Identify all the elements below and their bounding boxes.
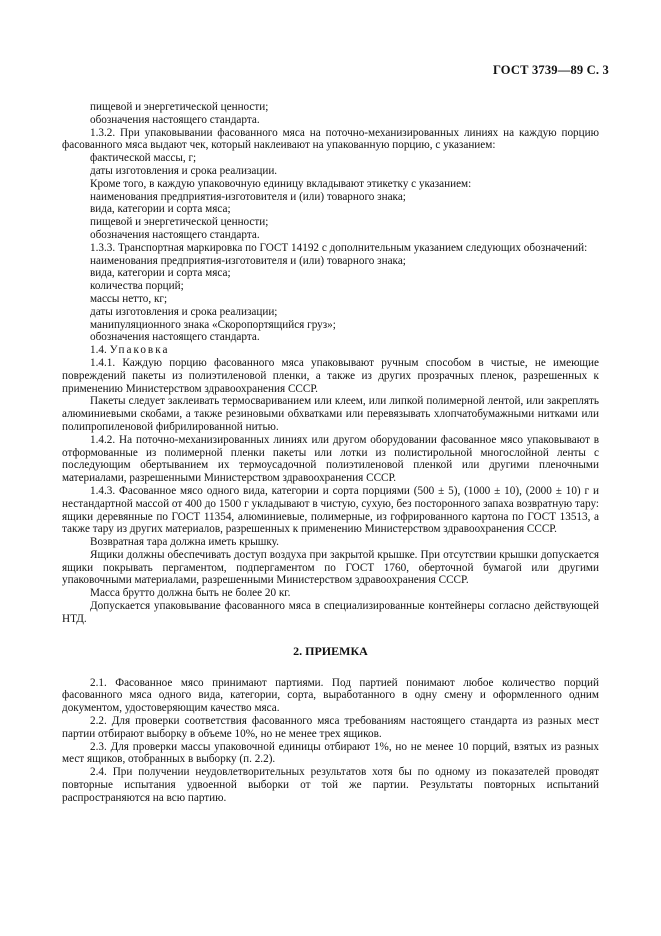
- list-item: даты изготовления и срока реализации;: [90, 305, 278, 318]
- document-body: [62, 101, 599, 805]
- paragraph: Масса брутто должна быть не более 20 кг.: [90, 587, 291, 600]
- list-item: пищевой и энергетической ценности;: [90, 216, 269, 229]
- list-item: фактической массы, г;: [90, 152, 197, 165]
- paragraph: Ящики должны обеспечивать доступ воздуха при закрытой крышке. При отсутствии крышки допускается ящики покрывать пергаментом, подпергаментом по ГОСТ 1760, оберточной бумагой или другими упаковочными материалами, разрешенными Министерством здравоохранения СССР.: [62, 548, 599, 587]
- paragraph-krome: Кроме того, в каждую упаковочную единицу вкладывают этикетку с указанием:: [90, 177, 472, 190]
- list-item: вида, категории и сорта мяса;: [90, 203, 231, 216]
- paragraph-2-1: 2.1. Фасованное мясо принимают партиями. Под партией понимают любое количество порций фасованного мяса одного вида, категории, сорта, выработанного в одну смену и оформленного одним документом, удостоверяющим качество мяса.: [62, 676, 599, 715]
- subsection-title: Упаковка: [109, 344, 170, 357]
- paragraph-1-3-2: 1.3.2. При упаковывании фасованного мяса на поточно-механизированных линиях на каждую порцию фасованного мяса выдают чек, который наклеивают на упакованную порцию, с указанием:: [62, 126, 599, 152]
- paragraph-1-3-3: 1.3.3. Транспортная маркировка по ГОСТ 14192 с дополнительным указанием следующих обозначений:: [90, 241, 588, 254]
- paragraph: Пакеты следует заклеивать термосвариванием или клеем, или липкой полимерной лентой, или закреплять алюминиевыми скобами, а также резиновыми обхватками или перевязывать хлопчатобумажными нитками или полипропиленовой фибрилированной нитью.: [62, 395, 599, 433]
- list-item: вида, категории и сорта мяса;: [90, 267, 231, 280]
- paragraph-2-2: 2.2. Для проверки соответствия фасованного мяса требованиям настоящего стандарта из разных мест партии отбирают выборку в объеме 10%, но не менее трех ящиков.: [62, 715, 599, 740]
- list-item: количества порций;: [90, 280, 184, 293]
- paragraph-1-4-1: 1.4.1. Каждую порцию фасованного мяса упаковывают ручным способом в чистые, не имеющие повреждений пакеты из полиэтиленовой пленки, а также из других прозрачных пленок, разрешенных к применению Министерством здравоохранения СССР.: [62, 356, 599, 395]
- subsection-number: 1.4.: [90, 344, 107, 357]
- list-item: обозначения настоящего стандарта.: [90, 331, 260, 344]
- list-item: манипуляционного знака «Скоропортящийся груз»;: [90, 318, 336, 331]
- paragraph: Допускается упаковывание фасованного мяса в специализированные контейнеры согласно действующей НТД.: [62, 600, 599, 625]
- paragraph-2-4: 2.4. При получении неудовлетворительных результатов хотя бы по одному из показателей проводят повторные испытания удвоенной выборки от той же партии. Результаты повторных испытаний распространяются на всю партию.: [62, 766, 599, 804]
- list-item: обозначения настоящего стандарта.: [90, 113, 260, 126]
- list-item: наименования предприятия-изготовителя и (или) товарного знака;: [90, 190, 406, 203]
- paragraph: Возвратная тара должна иметь крышку.: [90, 536, 279, 549]
- paragraph-1-4-3: 1.4.3. Фасованное мясо одного вида, категории и сорта порциями (500 ± 5), (1000 ± 10), (2000 ± 10) г и нестандартной массой от 400 до 1500 г укладывают в чистую, сухую, без посторонного запаха возвратную тару: ящики деревянные по ГОСТ 11354, алюминиевые, полимерные, из гофрированного картона по ГОСТ 13513, а также тару из других материалов, разрешенных к применению Министерством здравоохранения СССР.: [62, 484, 599, 536]
- subsection-1-4-heading: [62, 344, 599, 357]
- list-item: массы нетто, кг;: [90, 292, 168, 305]
- list-item: пищевой и энергетической ценности;: [90, 101, 269, 113]
- paragraph-1-4-2: 1.4.2. На поточно-механизированных линиях или другом оборудовании фасованное мясо упаковывают в отформованные из полимерной пленки пакеты или лотки из полистирольной многослойной ленты с последующим обертыванием их термоусадочной полиэтиленовой пленкой или другими пленочными материалами, разрешенными Министерством здравоохранения СССР.: [62, 433, 599, 485]
- list-item: даты изготовления и срока реализации.: [90, 164, 278, 177]
- section-2-title: 2. ПРИЕМКА: [293, 643, 368, 658]
- list-item: обозначения настоящего стандарта.: [90, 228, 260, 241]
- paragraph-2-3: 2.3. Для проверки массы упаковочной единицы отбирают 1%, но не менее 10 порций, взятых из разных мест ящиков, отобранных в выборку (п. 2.2).: [62, 740, 599, 766]
- page-header: ГОСТ 3739—89 С. 3: [492, 63, 609, 77]
- list-item: наименования предприятия-изготовителя и (или) товарного знака;: [90, 254, 406, 267]
